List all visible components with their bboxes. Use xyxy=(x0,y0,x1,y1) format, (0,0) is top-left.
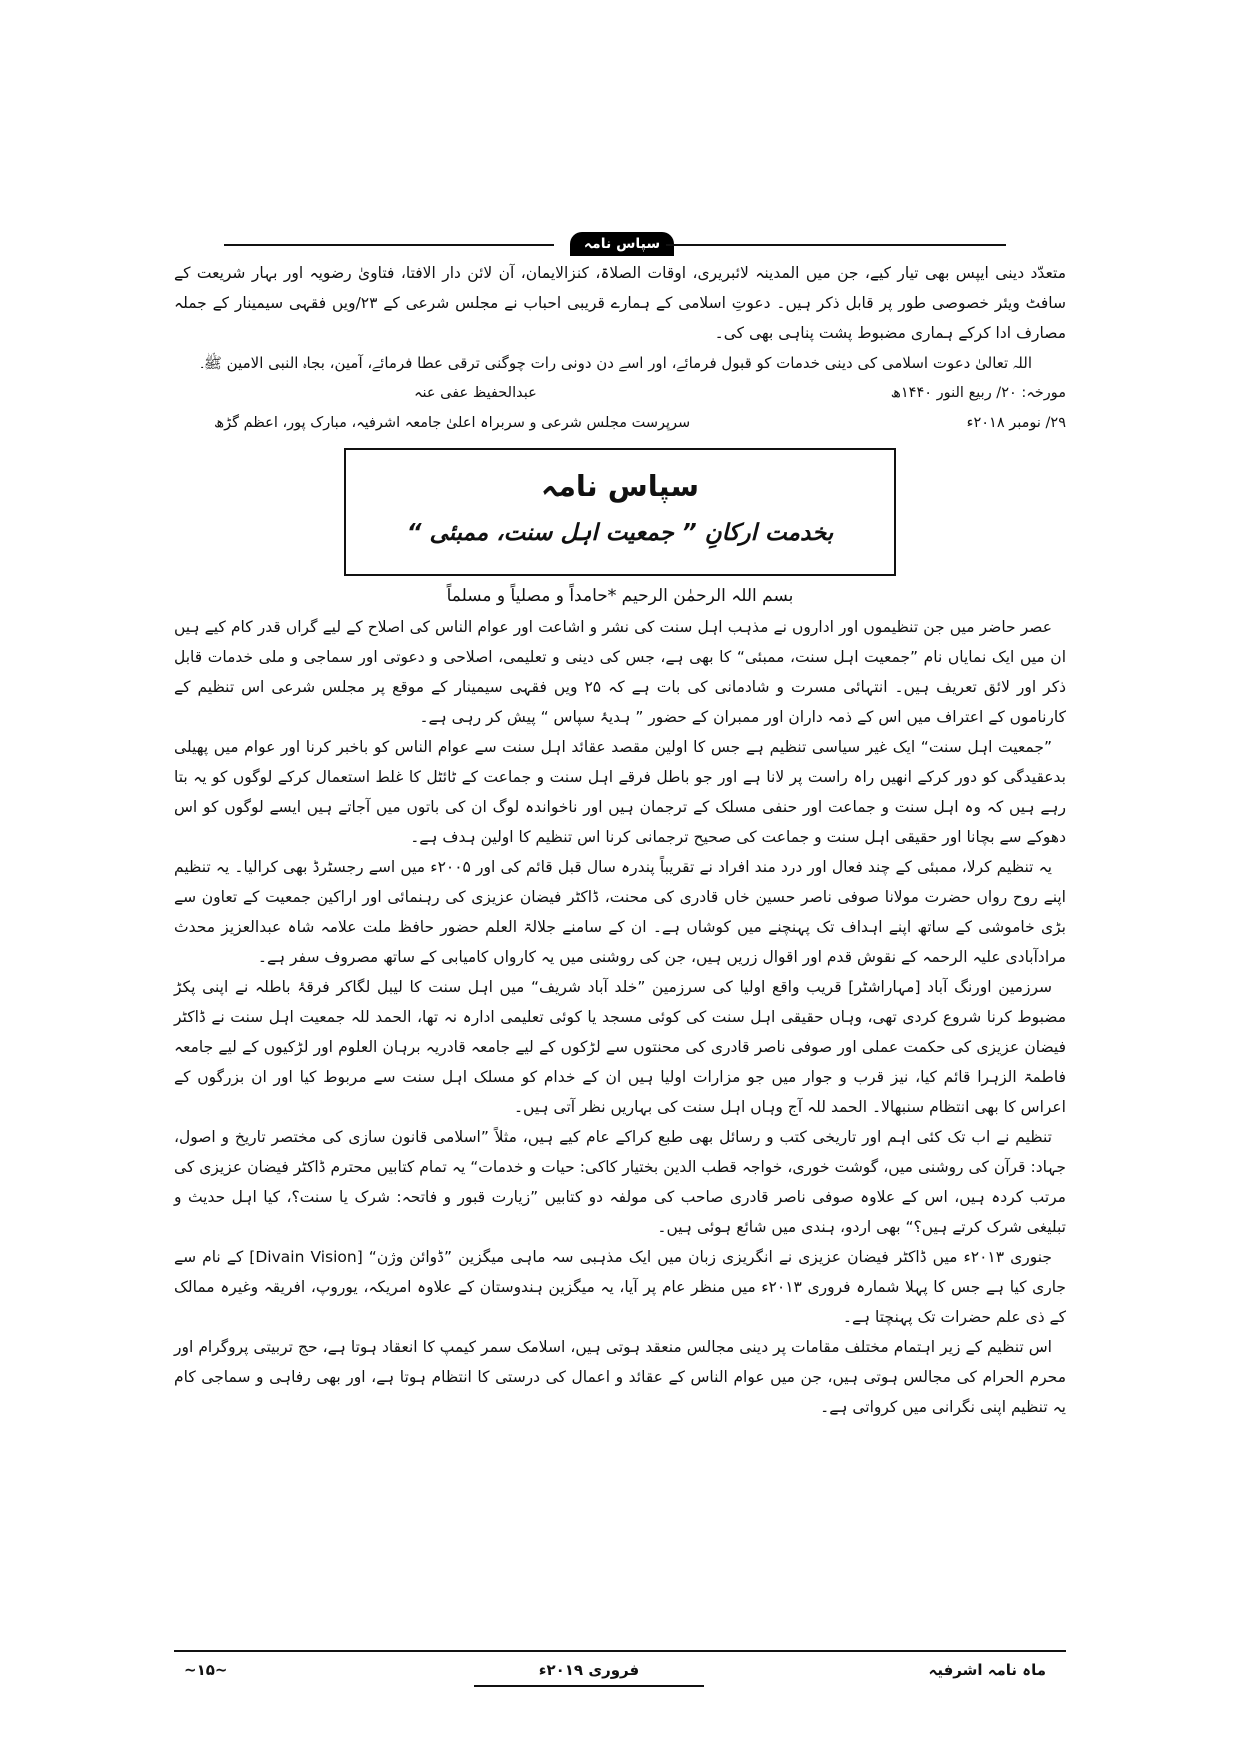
page-footer xyxy=(174,1655,1066,1691)
signature-row-1 xyxy=(174,378,1066,408)
section-label: سپاس نامہ xyxy=(570,232,674,256)
prayer-line: اللہ تعالیٰ دعوت اسلامی کی دینی خدمات کو قبول فرمائے، اور اسے دن دونی رات چوگنی ترقی عطا فرمائے، آمین، بجاہ النبی الامین ﷺ۔ xyxy=(200,354,1032,372)
page-title: سپاس نامہ xyxy=(540,469,700,503)
issue-date: فروری ۲۰۱۹ء xyxy=(474,1655,704,1687)
header-rule-right xyxy=(666,244,1006,246)
page-subtitle: بخدمت ارکانِ ” جمعیت اہل سنت، ممبئی “ xyxy=(406,520,834,546)
paragraph-2: ”جمعیت اہل سنت“ ایک غیر سیاسی تنظیم ہے جس کا اولین مقصد عقائد اہل سنت سے عوام الناس کو باخبر کرنا اور عوام میں پھیلی بدعقیدگی کو دور کرکے انھیں راہ راست پر لانا ہے اور جو باطل فرقے اہل سنت و جماعت کے ٹائٹل کا غلط استعمال کرکے لوگوں کو یہ بتا رہے ہیں کہ وہ اہل سنت و جماعت اور حنفی مسلک کے ترجمان ہیں اور ناخواندہ لوگ ان کی باتوں میں آجاتے ہیں ایسے لوگوں کو اس دھوکے سے بچانا اور حقیقی اہل سنت و جماعت کی صحیح ترجمانی کرنا اس تنظیم کا اولین ہدف ہے۔ xyxy=(174,738,1066,846)
paragraph-4: سرزمین اورنگ آباد [مہاراشٹر] قریب واقع اولیا کی سرزمین ”خلد آباد شریف“ میں اہل سنت کا لیبل لگاکر فرقۂ باطلہ نے اپنی پکڑ مضبوط کرنا شروع کردی تھی، وہاں حقیقی اہل سنت کی کوئی مسجد یا کوئی تعلیمی ادارہ نہ تھا، الحمد للہ جمعیت اہل سنت نے ڈاکٹر فیضان عزیزی کی حکمت عملی اور صوفی ناصر قادری کی محنتوں سے لڑکوں کے لیے جامعہ قادریہ برہان العلوم اور لڑکیوں کے لیے جامعہ فاطمۃ الزہرا قائم کیا، نیز قرب و جوار میں جو مزارات اولیا ہیں ان کے خدام کو مسلک اہل سنت سے مربوط کیا اور ان بزرگوں کے اعراس کا بھی انتظام سنبھالا۔ الحمد للہ آج وہاں اہل سنت کی بہاریں نظر آتی ہیں۔ xyxy=(174,978,1066,1116)
signatory-name: عبدالحفیظ عفی عنہ xyxy=(414,385,537,401)
bismillah: بسم اللہ الرحمٰن الرحیم *حامداً و مصلیاً و مسلماً xyxy=(446,586,794,606)
title-box xyxy=(344,448,896,576)
paragraph-1: عصر حاضر میں جن تنظیموں اور اداروں نے مذہب اہل سنت کی نشر و اشاعت اور عوام الناس کی اصلاح کے لیے گراں قدر کام کیے ہیں ان میں ایک نمایاں نام ”جمعیت اہل سنت، ممبئی“ کا بھی ہے، جس کی دینی و تعلیمی، اصلاحی و دعوتی اور سماجی و ملی خدمات قابل ذکر اور لائق تعریف ہیں۔ انتہائی مسرت و شادمانی کی بات ہے کہ ۲۵ ویں فقہی سیمینار کے موقع پر مجلس شرعی اس تنظیم کے کارناموں کے اعتراف میں اس کے ذمہ داران اور ممبران کے حضور ” ہدیۂ سپاس “ پیش کر رہی ہے۔ xyxy=(174,618,1067,726)
magazine-name: ماہ نامہ اشرفیہ xyxy=(928,1661,1046,1679)
intro-paragraph: متعدّد دینی ایپس بھی تیار کیے، جن میں المدینہ لائبریری، اوقات الصلاۃ، کنزالایمان، آن لائن دار الافتا، فتاویٰ رضویہ اور بہار شریعت کے سافٹ ویئر خصوصی طور پر قابل ذکر ہیں۔ دعوتِ اسلامی کے ہمارے قریبی احباب نے مجلس شرعی کے ۲۳/ویں فقہی سیمینار کے جملہ مصارف ادا کرکے ہماری مضبوط پشت پناہی بھی کی۔ xyxy=(174,264,1067,342)
footer-rule xyxy=(174,1650,1066,1652)
paragraph-7: اس تنظیم کے زیر اہتمام مختلف مقامات پر دینی مجالس منعقد ہوتی ہیں، اسلامک سمر کیمپ کا انعقاد ہوتا ہے، حج تربیتی پروگرام اور محرم الحرام کی مجالس ہوتی ہیں، جن میں عوام الناس کے عقائد و اعمال کی درستی کا انتظام ہوتا ہے، اور بھی رفاہی و سماجی کام یہ تنظیم اپنی نگرانی میں کرواتی ہے۔ xyxy=(174,1338,1066,1416)
signatory-designation: سرپرست مجلس شرعی و سربراہ اعلیٰ جامعہ اشرفیہ، مبارک پور، اعظم گڑھ xyxy=(214,415,691,431)
paragraph-3: یہ تنظیم کرلا، ممبئی کے چند فعال اور درد مند افراد نے تقریباً پندرہ سال قبل قائم کی اور ۲۰۰۵ء میں اسے رجسٹرڈ بھی کرالیا۔ یہ تنظیم اپنے روح رواں حضرت مولانا صوفی ناصر حسین خاں قادری کی محنت، ڈاکٹر فیضان عزیزی کی رہنمائی اور اراکین جمعیت کے تعاون سے بڑی خاموشی کے ساتھ اپنے اہداف تک پہنچنے میں کوشاں ہے۔ ان کے سامنے جلالۃ العلم حضور حافظ ملت علامہ شاہ عبدالعزیز محدث مرادآبادی علیہ الرحمہ کے نقوش قدم اور اقوال زریں ہیں، جن کی روشنی میں یہ کارواں کامیابی کے ساتھ مصروف سفر ہے۔ xyxy=(174,858,1066,966)
paragraph-5: تنظیم نے اب تک کئی اہم اور تاریخی کتب و رسائل بھی طبع کراکے عام کیے ہیں، مثلاً ”اسلامی قانون سازی کی مختصر تاریخ و اصول، جہاد: قرآن کی روشنی میں، گوشت خوری، خواجہ قطب الدین بختیار کاکی: حیات و خدمات“ یہ تمام کتابیں محترم ڈاکٹر فیضان عزیزی کی مرتب کردہ ہیں، اس کے علاوہ صوفی ناصر قادری صاحب کی مولفہ دو کتابیں ”زیارت قبور و فاتحہ: شرک یا سنت؟، کیا اہل حدیث و تبلیغی شرک کرتے ہیں؟“ بھی اردو، ہندی میں شائع ہوئی ہیں۔ xyxy=(174,1128,1066,1236)
section-header xyxy=(174,232,1066,258)
date-gregorian: ۲۹/ نومبر ۲۰۱۸ء xyxy=(966,415,1066,431)
date-hijri: مورخہ: ۲۰/ ربیع النور ۱۴۴۰ھ xyxy=(890,385,1066,401)
paragraph-6: جنوری ۲۰۱۳ء میں ڈاکٹر فیضان عزیزی نے انگریزی زبان میں ایک مذہبی سہ ماہی میگزین ”ڈوائن وژن“ [Divain Vision] کے نام سے جاری کیا ہے جس کا پہلا شمارہ فروری ۲۰۱۳ء میں منظر عام پر آیا، یہ میگزین ہندوستان کے علاوہ امریکہ، یوروپ، افریقہ وغیرہ ممالک کے ذی علم حضرات تک پہنچتا ہے۔ xyxy=(174,1248,1067,1326)
page-content xyxy=(174,232,1066,1422)
signature-row-2 xyxy=(174,408,1066,438)
header-rule-left xyxy=(224,244,554,246)
page-number: ~۱۵~ xyxy=(184,1661,228,1679)
